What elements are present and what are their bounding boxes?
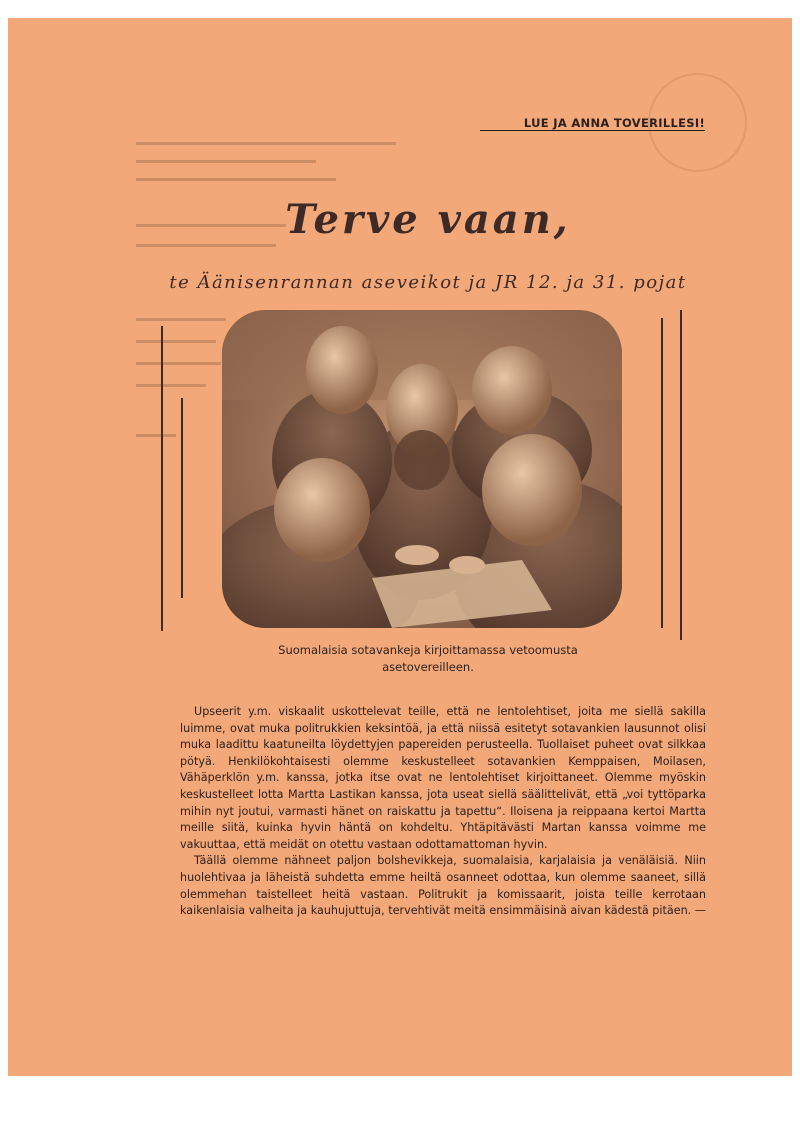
bleed-through-line: [136, 178, 336, 181]
photo-caption: Suomalaisia sotavankeja kirjoittamassa vetoomusta asetovereilleen.: [278, 643, 578, 674]
frame-line-right-outer: [680, 310, 682, 640]
bleed-through-line: [136, 434, 176, 437]
bleed-through-line: [136, 318, 226, 321]
page-subtitle: te Äänisenrannan aseveikot ja JR 12. ja 31. pojat: [169, 272, 687, 293]
page-title: Terve vaan,: [285, 196, 571, 243]
halftone-photo-image: [222, 310, 622, 628]
bleed-through-line: [136, 384, 206, 387]
leaflet-page: [8, 18, 792, 1076]
frame-line-left: [161, 326, 163, 631]
frame-line-right: [661, 318, 663, 628]
bleed-through-line: [136, 142, 396, 145]
bleed-through-line: [136, 244, 276, 247]
bleed-through-line: [136, 340, 216, 343]
frame-line-left-inner: [181, 398, 183, 598]
prisoners-photo: [222, 310, 622, 628]
header-note: LUE JA ANNA TOVERILLESI!: [480, 116, 705, 131]
bleed-through-line: [136, 160, 316, 163]
article-body: [180, 704, 706, 920]
paragraph: Upseerit y.m. viskaalit uskottelevat teille, että ne lentolehtiset, joita me siellä sakilla luimme, ovat muka politrukkien keksintöä, ja että niissä esitetyt sotavankien lausunnot olisi muka laadittu kaatuneilta löydettyjen papereiden perusteella. Tuollaiset puheet ovat silkkaa pötyä. Henkilökohtaisesti olemme keskustelleet sotavankien Kemppaisen, Moilasen, Vähäperklön y.m. kanssa, jotka itse ovat ne lentolehtiset kirjoittaneet. Olemme myöskin keskustelleet lotta Martta Lastikan kanssa, jota useat siellä säälittelivät, että „voi tyttöparka mihin nyt joutui, varmasti hänet on raiskattu ja tapettu“. Iloisena ja reippaana kertoi Martta meille siitä, kuinka hyvin häntä on kohdeltu. Yhtäpitävästi Martan kanssa voimme me vakuuttaa, että meidät on otettu vastaan odottamattoman hyvin.: [180, 705, 706, 851]
bleed-through-line: [136, 362, 221, 365]
paragraph: Täällä olemme nähneet paljon bolshevikkeja, suomalaisia, karjalaisia ja venäläisiä. Niin huolehtivaa ja läheistä suhdetta emme heiltä osanneet odottaa, kun olemme saaneet, sillä olemmehan taistelleet heitä vastaan. Politrukit ja komissaarit, joista teille kerrotaan kaikenlaisia valheita ja kauhujuttuja, tervehtivät meitä ensimmäisinä aivan kädestä pitäen. —: [180, 854, 706, 918]
